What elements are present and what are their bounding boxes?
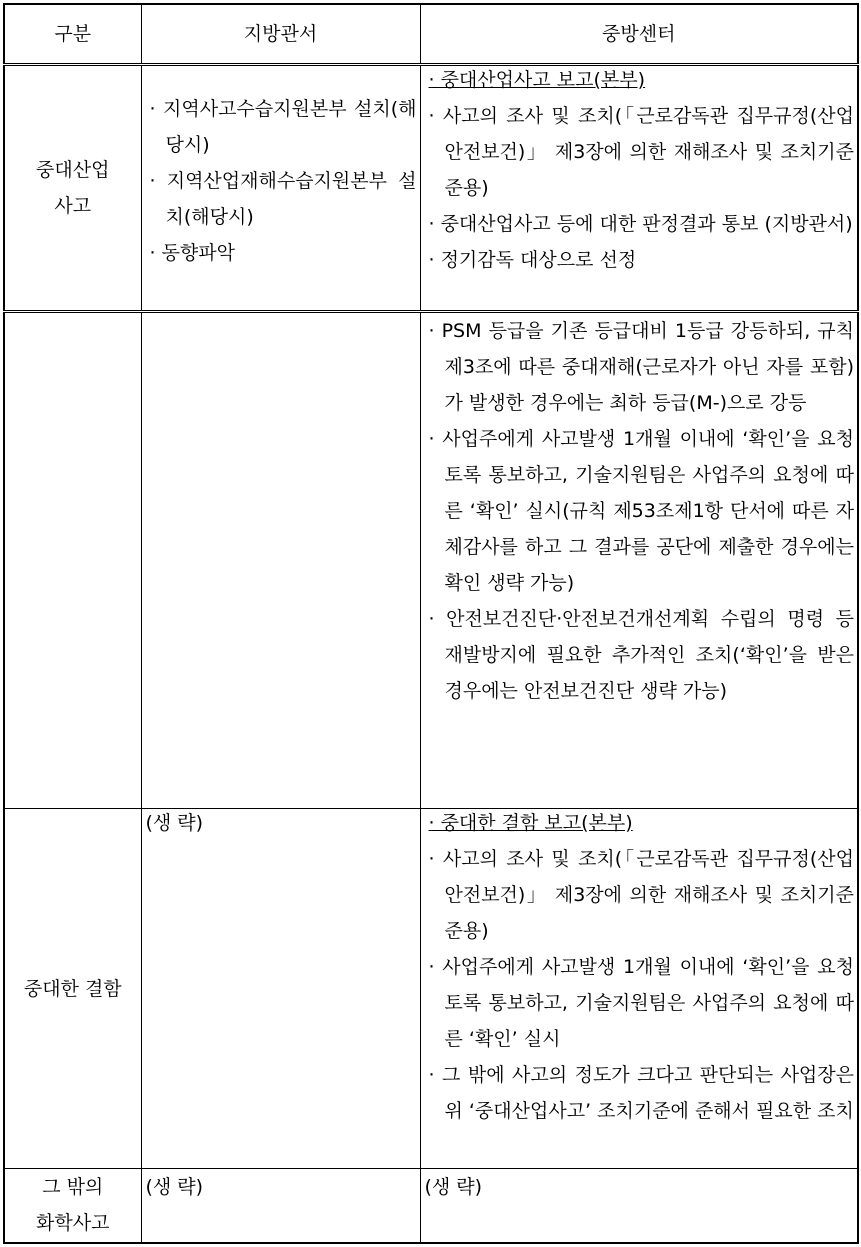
center-item: · PSM 등급을 기존 등급대비 1등급 강등하되, 규칙 제3조에 따른 중대재해(근로자가 아닌 자를 포함)가 발생한 경우에는 최하 등급(M-)으로 강등 [428,320,854,414]
category-serious-defect: 중대한 결함 [4,809,141,1169]
center-cell-r3 [420,809,858,1169]
regional-cell-r2 [141,312,420,809]
row-psm-measures [4,312,858,809]
category-other-chemical-accident [4,1169,141,1243]
category-label: 중대산업 사고 [36,159,110,217]
center-item: · 중대산업사고 등에 대한 판정결과 통보 (지방관서) [428,213,853,235]
center-item-report-text: · 중대한 결함 보고(본부) [428,812,633,834]
center-item: · 사업주에게 사고발생 1개월 이내에 ‘확인’을 요청토록 통보하고, 기술지원팀은 사업주의 요청에 따른 ‘확인’ 실시 [428,956,854,1050]
category-empty [4,312,141,809]
regional-item: · 동향파악 [149,242,235,264]
center-item: · 안전보건진단·안전보건개선계획 수립의 명령 등 재발방지에 필요한 추가적인 조치(‘확인’을 받은 경우에는 안전보건진단 생략 가능) [428,608,854,702]
row-other-chemical-accident [4,1169,858,1243]
row-major-industrial-accident [4,65,858,312]
header-center: 중방센터 [420,4,858,65]
center-item: · 사고의 조사 및 조치(「근로감독관 집무규정(산업안전보건)」 제3장에 의한 재해조사 및 조치기준 준용) [428,848,854,942]
center-cell-r2 [420,312,858,809]
center-cell-r4 [420,1169,858,1243]
regional-cell-r1 [141,65,420,312]
center-omitted: (생 략) [424,1176,483,1198]
header-row [4,4,858,65]
regional-cell-r3 [141,809,420,1169]
regional-omitted: (생 략) [145,812,204,834]
regional-item: · 지역산업재해수습지원본부 설치(해당시) [149,170,417,228]
center-item: · 정기감독 대상으로 선정 [428,249,637,271]
center-item: · 그 밖에 사고의 정도가 크다고 판단되는 사업장은 위 ‘중대산업사고’ 조치기준에 준해서 필요한 조치 [428,1064,854,1122]
header-category: 구분 [4,4,141,65]
center-item-report-text: · 중대산업사고 보고(본부) [428,69,645,91]
accident-response-table [3,3,859,1244]
regional-item: · 지역사고수습지원본부 설치(해당시) [149,98,417,156]
regional-cell-r4 [141,1169,420,1243]
center-item-report [427,62,855,98]
category-major-industrial-accident [4,65,141,312]
row-serious-defect [4,809,858,1169]
regional-omitted: (생 략) [145,1176,204,1198]
header-regional-office: 지방관서 [141,4,420,65]
center-cell-r1 [420,65,858,312]
center-item-report [427,805,855,841]
center-item: · 사업주에게 사고발생 1개월 이내에 ‘확인’을 요청토록 통보하고, 기술지원팀은 사업주의 요청에 따른 ‘확인’ 실시(규칙 제53조제1항 단서에 따른 자체감사를 하고 그 결과를 공단에 제출한 경우에는 확인 생략 가능) [428,428,854,594]
center-item: · 사고의 조사 및 조치(「근로감독관 집무규정(산업안전보건)」 제3장에 의한 재해조사 및 조치기준 준용) [428,105,854,199]
category-label: 그 밖의 화학사고 [36,1176,110,1235]
